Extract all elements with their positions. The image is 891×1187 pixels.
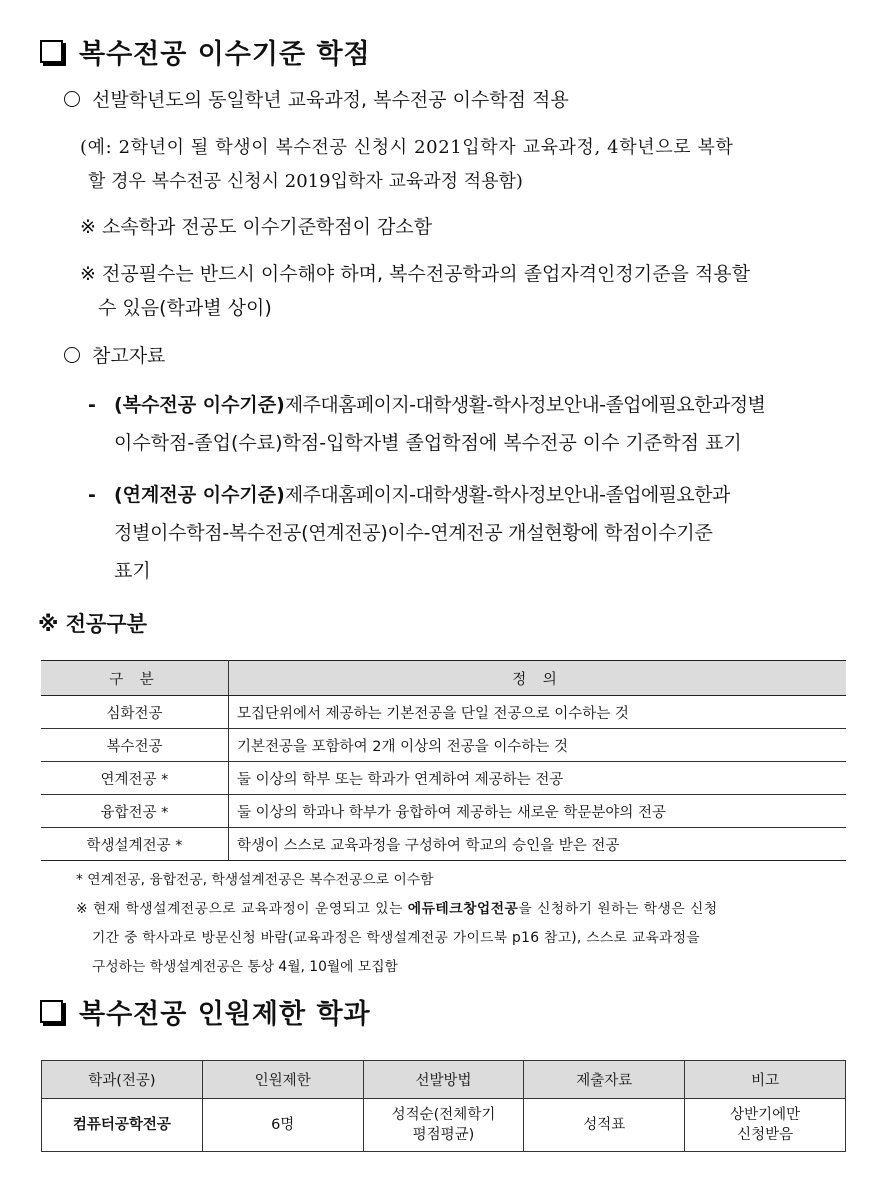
cell-category: 복수전공 (41, 729, 229, 762)
table-row (41, 762, 846, 795)
reference-path: 표기 (114, 560, 151, 582)
cell-definition: 둘 이상의 학과나 학부가 융합하여 제공하는 새로운 학문분야의 전공 (229, 795, 847, 828)
cell-dept: 컴퓨터공학전공 (42, 1099, 203, 1152)
header-definition: 정 의 (229, 661, 847, 696)
header-limit: 인원제한 (202, 1061, 363, 1099)
bullet-item (64, 86, 569, 114)
checkbox-square-icon (40, 1000, 63, 1023)
footnote-line (76, 895, 846, 924)
example-line: (예: 2학년이 될 학생이 복수전공 신청시 2021입학자 교육과정, 4학년으로 복학 (80, 137, 734, 158)
cell-category: 연계전공 * (41, 762, 229, 795)
section-heading-quota (40, 992, 371, 1031)
header-note: 비고 (685, 1061, 846, 1099)
table-header-row (42, 1061, 846, 1099)
table-row (41, 696, 846, 729)
checkbox-square-icon (40, 40, 63, 63)
cell-category: 융합전공 * (41, 795, 229, 828)
bullet-item-references (64, 342, 165, 370)
table-header-row (41, 661, 846, 696)
reference-path: 이수학점-졸업(수료)학점-입학자별 졸업학점에 복수전공 이수 기준학점 표기 (114, 432, 742, 454)
bullet-text: 참고자료 (92, 345, 166, 367)
cell-definition: 둘 이상의 학부 또는 학과가 연계하여 제공하는 전공 (229, 762, 847, 795)
table-row (41, 828, 846, 861)
cell-line: 평점평균) (412, 1127, 475, 1143)
bullet-text: 선발학년도의 동일학년 교육과정, 복수전공 이수학점 적용 (92, 89, 569, 111)
cell-line: 성적순(전체학기 (391, 1107, 496, 1123)
cell-line: 신청받음 (737, 1127, 794, 1143)
header-dept: 학과(전공) (42, 1061, 203, 1099)
dash-bullet: - (88, 394, 96, 416)
note-line: ※ 전공필수는 반드시 이수해야 하며, 복수전공학과의 졸업자격인정기준을 적용할 (80, 263, 750, 285)
header-docs: 제출자료 (524, 1061, 685, 1099)
circle-bullet-icon (64, 91, 80, 107)
reference-item (88, 476, 848, 590)
major-types-table (41, 660, 846, 861)
note-credit-reduction: ※ 소속학과 전공도 이수기준학점이 감소함 (80, 216, 433, 238)
cell-category: 학생설계전공 * (41, 828, 229, 861)
table-row (41, 729, 846, 762)
footnote-text: 을 신청하기 원하는 학생은 신청 (518, 901, 718, 917)
reference-path: 제주대홈페이지-대학생활-학사정보안내-졸업에필요한과정별 (284, 394, 766, 416)
footnote-line: 구성하는 학생설계전공은 통상 4월, 10월에 모집함 (92, 959, 398, 975)
footnote-text: ※ 현재 학생설계전공으로 교육과정이 운영되고 있는 (76, 901, 408, 917)
footnote-line: * 연계전공, 융합전공, 학생설계전공은 복수전공으로 이수함 (76, 872, 434, 888)
example-line: 할 경우 복수전공 신청시 2019입학자 교육과정 적용함) (88, 171, 523, 192)
reference-path: 제주대홈페이지-대학생활-학사정보안내-졸업에필요한과 (284, 484, 730, 506)
reference-label: (복수전공 이수기준) (114, 394, 285, 416)
cell-line: 상반기에만 (730, 1107, 801, 1123)
cell-definition: 모집단위에서 제공하는 기본전공을 단일 전공으로 이수하는 것 (229, 696, 847, 729)
section-title: 복수전공 인원제한 학과 (79, 999, 371, 1030)
cell-definition: 기본전공을 포함하여 2개 이상의 전공을 이수하는 것 (229, 729, 847, 762)
reference-item (88, 386, 848, 462)
header-method: 선발방법 (363, 1061, 524, 1099)
footnote-line: 기간 중 학사과로 방문신청 바람(교육과정은 학생설계전공 가이드북 p16 참고), 스스로 교육과정을 (92, 930, 700, 946)
footnotes (76, 866, 846, 982)
note-line: 수 있음(학과별 상이) (98, 297, 272, 319)
table-row (42, 1099, 846, 1152)
reference-label: (연계전공 이수기준) (114, 484, 285, 506)
cell-limit: 6명 (202, 1099, 363, 1152)
header-category: 구 분 (41, 661, 229, 696)
cell-definition: 학생이 스스로 교육과정을 구성하여 학교의 승인을 받은 전공 (229, 828, 847, 861)
dash-bullet: - (88, 484, 96, 506)
table-row (41, 795, 846, 828)
reference-path: 정별이수학점-복수전공(연계전공)이수-연계전공 개설현황에 학점이수기준 (114, 522, 713, 544)
section-heading-requirements (40, 32, 371, 71)
quota-table (41, 1060, 846, 1152)
note-required-courses (80, 257, 850, 325)
cell-method (363, 1099, 524, 1152)
cell-note (685, 1099, 846, 1152)
example-paragraph (80, 131, 846, 199)
cell-docs: 성적표 (524, 1099, 685, 1152)
section-title: 복수전공 이수기준 학점 (79, 39, 371, 70)
circle-bullet-icon (64, 347, 80, 363)
cell-category: 심화전공 (41, 696, 229, 729)
highlighted-major: 에듀테크창업전공 (407, 901, 519, 917)
major-types-title: ※ 전공구분 (38, 612, 147, 636)
